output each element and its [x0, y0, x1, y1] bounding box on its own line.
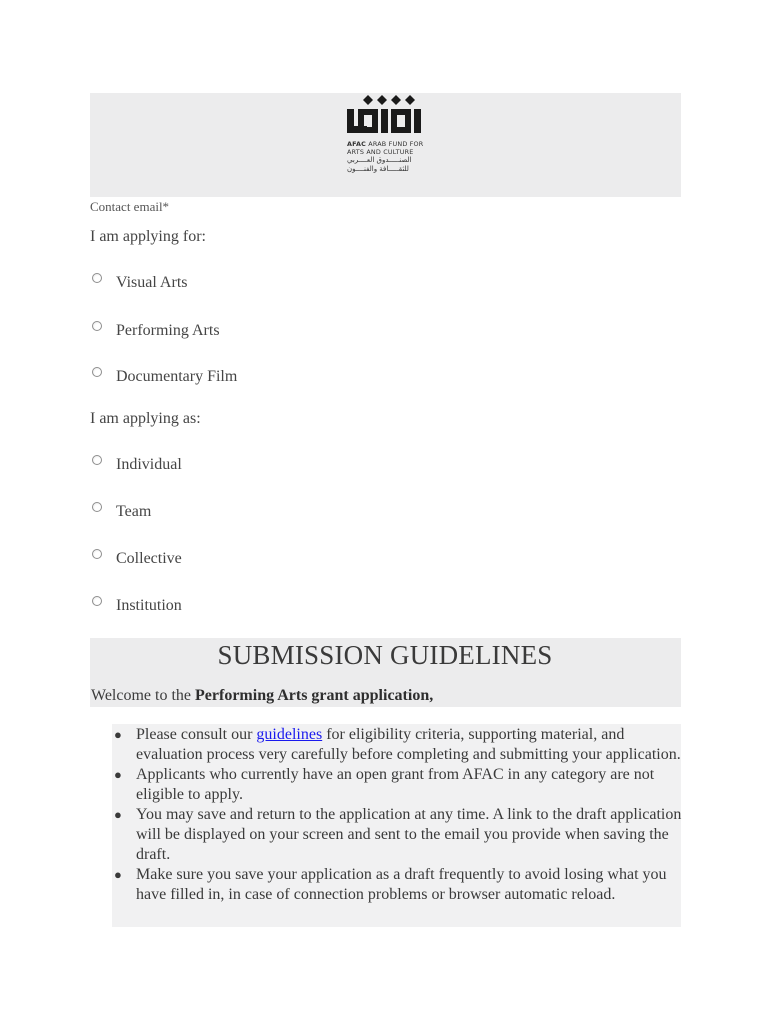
guidelines-link[interactable]: guidelines	[256, 726, 323, 743]
radio-collective[interactable]	[92, 549, 102, 559]
bullet-icon: ●	[114, 807, 122, 822]
welcome-prefix: Welcome to the	[91, 687, 196, 704]
guideline-text: Make sure you save your application as a draft frequently to avoid losing what you have filled in, in case of connection problems or browser automatic reload.	[136, 866, 667, 903]
guideline-item	[112, 725, 687, 765]
option-label: Institution	[116, 597, 182, 614]
afac-logo-mark-icon	[346, 93, 426, 137]
applying-as-question: I am applying as:	[90, 410, 201, 427]
radio-institution[interactable]	[92, 596, 102, 606]
option-label: Team	[116, 503, 152, 520]
applying-for-question: I am applying for:	[90, 228, 206, 245]
guideline-item	[112, 765, 687, 805]
logo-arabic-line1: الصنـــــدوق العــــربي	[347, 156, 412, 164]
welcome-text	[91, 687, 433, 705]
logo-brand: AFAC	[347, 140, 367, 148]
bullet-icon: ●	[114, 727, 122, 742]
option-label: Collective	[116, 550, 182, 567]
bullet-icon: ●	[114, 867, 122, 882]
guideline-text-post: for eligibility criteria, supporting material, and evaluation process very carefully before completing and submitting your application.	[136, 726, 681, 763]
guideline-item	[112, 865, 687, 905]
guideline-text: Applicants who currently have an open grant from AFAC in any category are not eligible to apply.	[136, 766, 655, 803]
guideline-item	[112, 805, 687, 865]
guidelines-list	[112, 725, 687, 905]
radio-documentary-film[interactable]	[92, 367, 102, 377]
radio-team[interactable]	[92, 502, 102, 512]
afac-logo	[346, 93, 436, 189]
logo-arabic-line2: للثقـــــافة والفنــــون	[347, 165, 409, 173]
welcome-program: Performing Arts grant application,	[195, 687, 434, 704]
contact-email-label: Contact email*	[90, 199, 170, 214]
radio-individual[interactable]	[92, 455, 102, 465]
option-label: Individual	[116, 456, 182, 473]
logo-text	[347, 140, 423, 174]
option-label: Performing Arts	[116, 322, 220, 339]
bullet-icon: ●	[114, 767, 122, 782]
option-label: Documentary Film	[116, 368, 238, 385]
logo-line2: ARTS AND CULTURE	[347, 148, 414, 156]
logo-line1: ARAB FUND FOR	[366, 140, 424, 148]
radio-performing-arts[interactable]	[92, 321, 102, 331]
submission-guidelines-title: SUBMISSION GUIDELINES	[217, 640, 553, 670]
option-label: Visual Arts	[116, 274, 188, 291]
radio-visual-arts[interactable]	[92, 273, 102, 283]
guideline-text: You may save and return to the application at any time. A link to the draft application will be displayed on your screen and sent to the email you provide when saving the draft.	[136, 806, 682, 863]
guideline-text-pre: Please consult our	[136, 726, 257, 743]
